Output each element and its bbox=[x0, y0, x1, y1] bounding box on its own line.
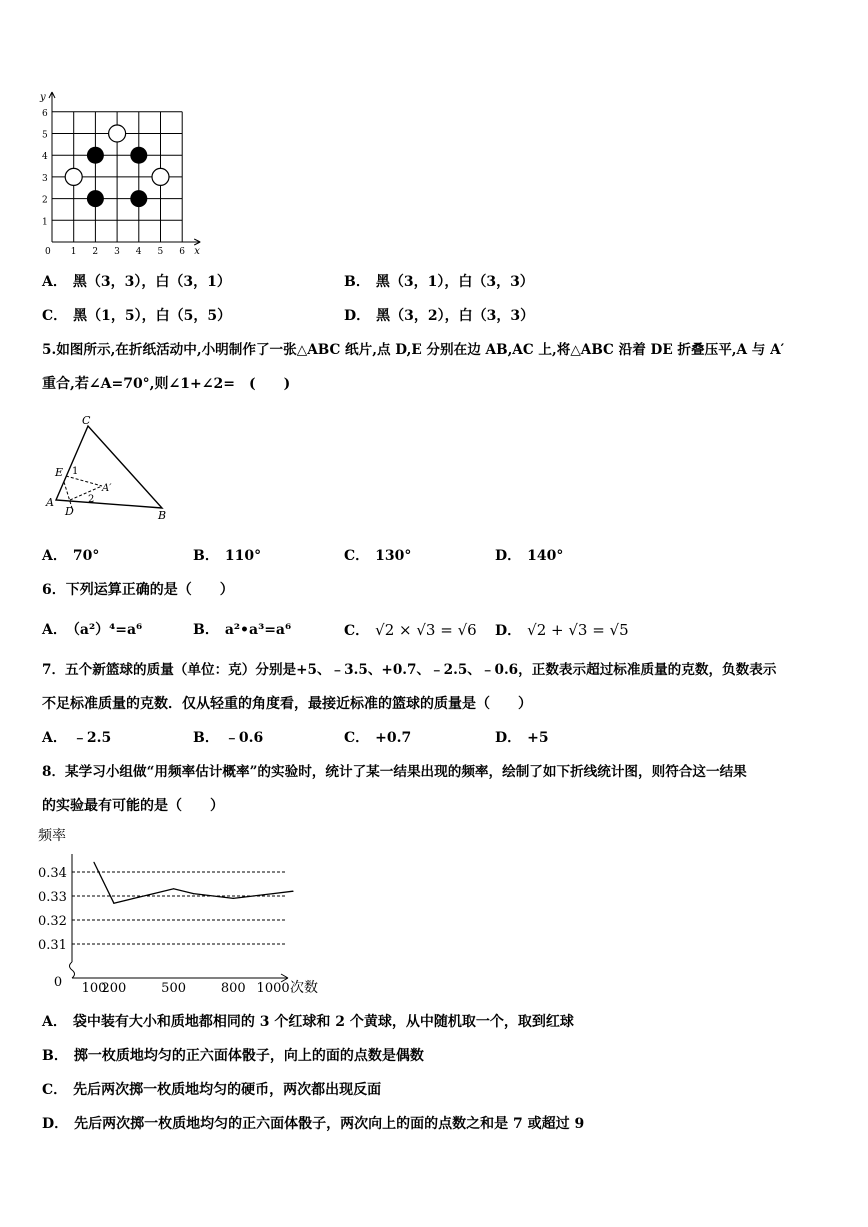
y-tick-label: 3 bbox=[42, 173, 48, 184]
q5-option-a[interactable]: A． 70° bbox=[42, 548, 100, 564]
q7-option-a[interactable]: A． ﹣2.5 bbox=[42, 730, 112, 746]
label-c: C bbox=[82, 414, 91, 427]
black-stone bbox=[130, 190, 147, 207]
q7-stem-line2: 不足标准质量的克数．仅从轻重的角度看，最接近标准的篮球的质量是（ ） bbox=[42, 696, 532, 712]
data-point bbox=[173, 888, 174, 889]
data-point bbox=[213, 895, 214, 896]
q8-stem-line2: 的实验最有可能的是（ ） bbox=[42, 798, 224, 814]
q6-option-d[interactable]: D． √2 + √3 = √5 bbox=[495, 621, 629, 639]
y-tick-label: 0.34 bbox=[38, 866, 67, 881]
q8-option-a[interactable]: A． 袋中装有大小和质地都相同的 3 个红球和 2 个黄球，从中随机取一个，取到红球 bbox=[42, 1014, 574, 1030]
y-tick-label: 0.31 bbox=[38, 938, 67, 953]
x-tick-label: 1 bbox=[70, 247, 77, 257]
q6-option-a[interactable]: A． （a²）⁴=a⁶ bbox=[42, 622, 143, 638]
x-tick-label: 500 bbox=[161, 981, 187, 996]
x-tick-label: 0 bbox=[45, 247, 51, 257]
data-point bbox=[233, 898, 234, 899]
label-angle-2: 2 bbox=[88, 494, 95, 505]
x-tick-label: 1000 bbox=[256, 981, 290, 996]
q6-stem: 6．下列运算正确的是（ ） bbox=[42, 582, 234, 598]
series-line bbox=[94, 862, 293, 903]
frequency-line-chart bbox=[34, 824, 324, 1002]
data-point bbox=[273, 893, 274, 894]
y-tick-label: 4 bbox=[42, 152, 48, 163]
q7-option-c[interactable]: C． +0.7 bbox=[344, 730, 412, 746]
q4-option-b[interactable]: B． 黑（3，1），白（3，3） bbox=[344, 274, 534, 290]
data-point bbox=[153, 893, 154, 894]
y-axis-label: 频率 bbox=[38, 828, 66, 844]
data-point bbox=[133, 898, 134, 899]
q5-option-b[interactable]: B． 110° bbox=[193, 548, 262, 564]
q7-option-b[interactable]: B． ﹣0.6 bbox=[193, 730, 264, 746]
data-point bbox=[253, 895, 254, 896]
label-a-prime: A′ bbox=[102, 483, 112, 494]
q8-option-c[interactable]: C． 先后两次掷一枚质地均匀的硬币，两次都出现反面 bbox=[42, 1082, 382, 1098]
y-axis-label: y bbox=[40, 92, 46, 103]
triangle-fold-figure bbox=[40, 410, 180, 522]
x-tick-label: 2 bbox=[92, 247, 99, 257]
x-tick-label: 6 bbox=[179, 247, 185, 257]
x-tick-label: 4 bbox=[135, 247, 142, 257]
q5-stem-line1: 5.如图所示,在折纸活动中,小明制作了一张△ABC 纸片,点 D,E 分别在边 AB,AC 上,将△ABC 沿着 DE 折叠压平,A 与 A′ bbox=[42, 342, 785, 358]
q6-option-b[interactable]: B． a²•a³=a⁶ bbox=[193, 622, 292, 638]
q8-option-b[interactable]: B． 掷一枚质地均匀的正六面体骰子，向上的面的点数是偶数 bbox=[42, 1048, 424, 1064]
y-tick-label: 2 bbox=[42, 195, 48, 206]
label-e: E bbox=[55, 466, 64, 479]
q8-option-d[interactable]: D． 先后两次掷一枚质地均匀的正六面体骰子，两次向上的面的点数之和是 7 或超过 9 bbox=[42, 1116, 585, 1132]
q4-option-a[interactable]: A． 黑（3，3），白（3，1） bbox=[42, 274, 231, 290]
white-stone bbox=[109, 125, 126, 142]
x-tick-label: 800 bbox=[220, 981, 246, 996]
black-stone bbox=[87, 190, 104, 207]
black-stone bbox=[130, 147, 147, 164]
q7-stem-line1: 7．五个新篮球的质量（单位：克）分别是+5、﹣3.5、+0.7、﹣2.5、﹣0.6，正数表示超过标准质量的克数，负数表示 bbox=[42, 662, 777, 678]
x-tick-label: 100 bbox=[81, 981, 107, 996]
label-a: A bbox=[46, 496, 54, 509]
q4-option-d[interactable]: D． 黑（3，2），白（3，3） bbox=[344, 308, 535, 324]
x-tick-label: 3 bbox=[114, 247, 120, 257]
white-stone bbox=[152, 168, 169, 185]
y-tick-label: 6 bbox=[42, 108, 48, 119]
q5-option-c[interactable]: C． 130° bbox=[344, 548, 412, 564]
q6-option-c[interactable]: C． √2 × √3 = √6 bbox=[344, 621, 477, 639]
data-point bbox=[113, 903, 114, 904]
data-point bbox=[93, 862, 94, 863]
q5-stem-line2: 重合,若∠A=70°,则∠1+∠2= ( ) bbox=[42, 376, 291, 392]
black-stone bbox=[87, 147, 104, 164]
y-tick-label: 1 bbox=[42, 217, 48, 228]
data-point bbox=[193, 893, 194, 894]
x-tick-label: 0 bbox=[53, 975, 63, 990]
q4-option-c[interactable]: C． 黑（1，5），白（5，5） bbox=[42, 308, 232, 324]
label-d: D bbox=[65, 505, 74, 518]
y-axis-break bbox=[70, 962, 75, 978]
x-tick-label: 200 bbox=[101, 981, 127, 996]
x-axis-label: x bbox=[194, 246, 200, 257]
white-stone bbox=[65, 168, 82, 185]
label-b: B bbox=[158, 509, 167, 522]
q8-stem-line1: 8．某学习小组做“用频率估计概率”的实验时，统计了某一结果出现的频率，绘制了如下折线统计图，则符合这一结果 bbox=[42, 764, 747, 780]
label-angle-1: 1 bbox=[72, 466, 79, 477]
x-axis-label: 次数 bbox=[290, 980, 318, 996]
q5-option-d[interactable]: D． 140° bbox=[495, 548, 564, 564]
coordinate-grid-figure bbox=[34, 88, 214, 258]
y-tick-label: 0.33 bbox=[38, 890, 67, 905]
q7-option-d[interactable]: D． +5 bbox=[495, 730, 549, 746]
y-tick-label: 5 bbox=[42, 130, 48, 141]
data-point bbox=[292, 891, 293, 892]
y-tick-label: 0.32 bbox=[38, 914, 67, 929]
x-tick-label: 5 bbox=[157, 247, 164, 257]
